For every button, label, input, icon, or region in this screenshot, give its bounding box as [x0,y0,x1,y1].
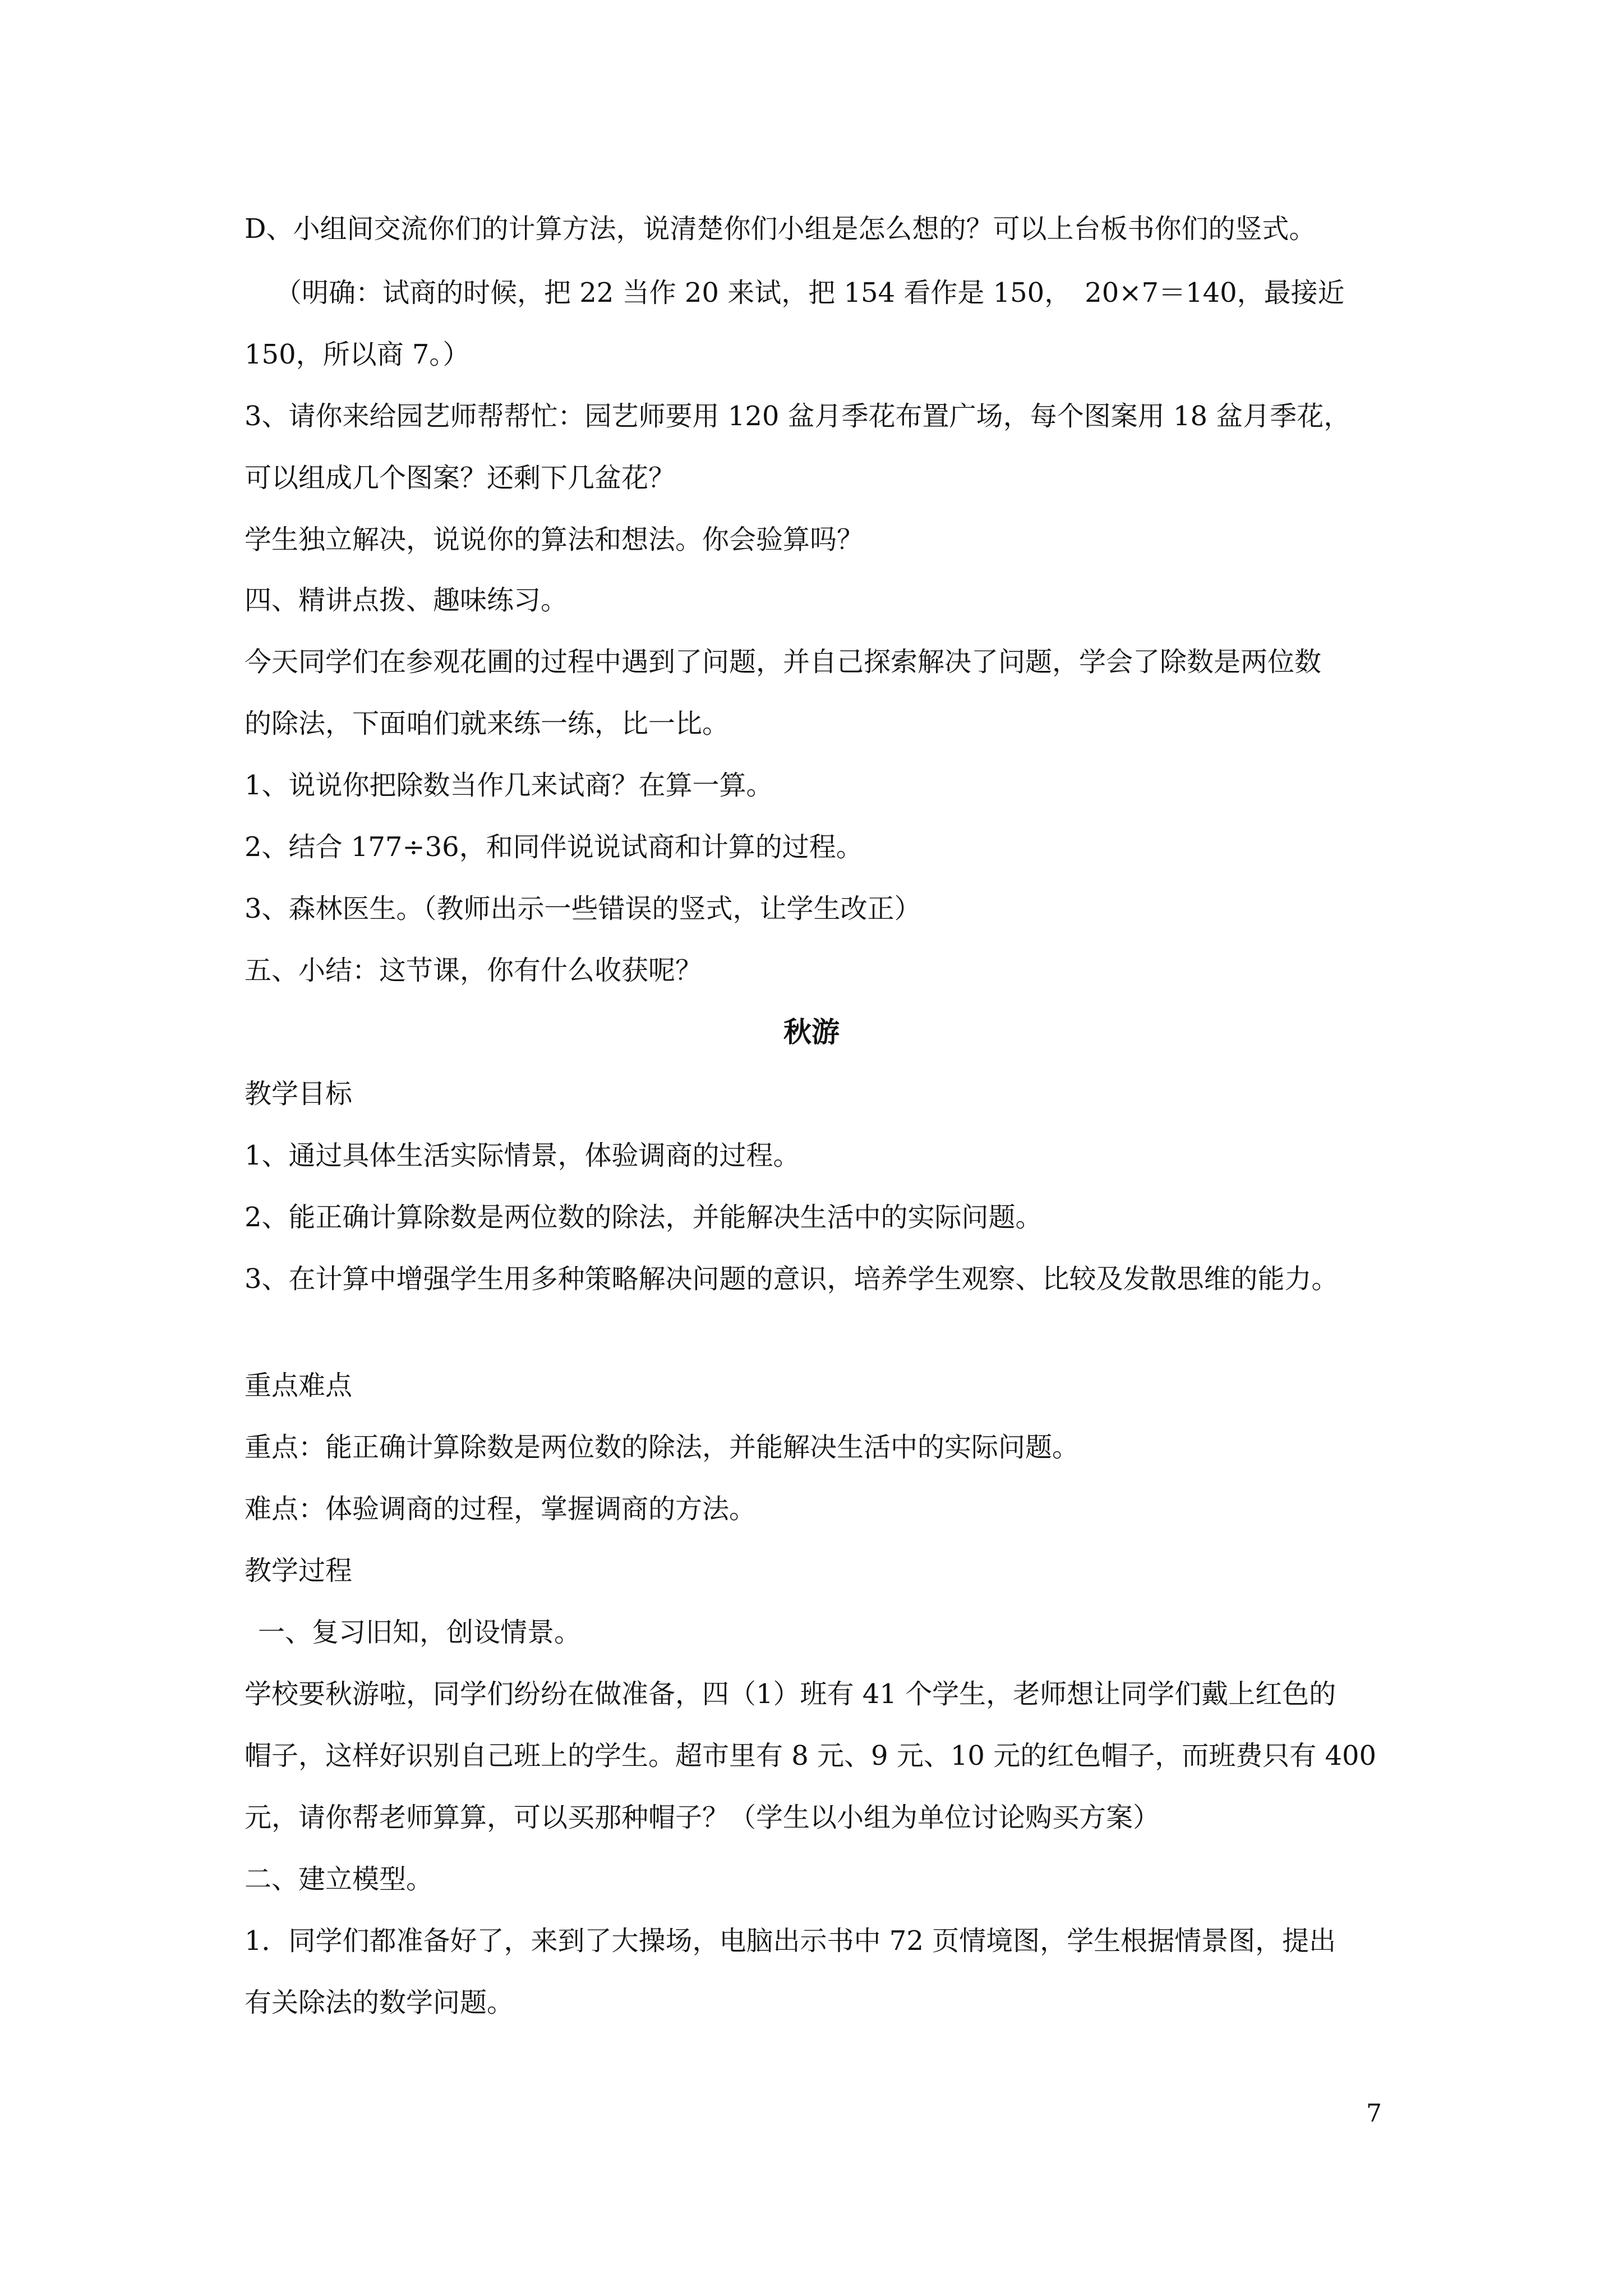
text-line: （明确：试商的时候，把 22 当作 20 来试，把 154 看作是 150， 20×7＝140，最接近 [275,277,1345,309]
text-line: 有关除法的数学问题。 [245,1987,514,2018]
text-line: 的除法，下面咱们就来练一练，比一比。 [245,708,730,739]
text-line: 重点：能正确计算除数是两位数的除法，并能解决生活中的实际问题。 [245,1432,1080,1463]
text-line: 3、请你来给园艺师帮帮忙：园艺师要用 120 盆月季花布置广场，每个图案用 18 盆月季花， [245,401,1351,432]
text-line: 2、能正确计算除数是两位数的除法，并能解决生活中的实际问题。 [245,1202,1043,1233]
text-line: 1、通过具体生活实际情景，体验调商的过程。 [245,1140,800,1171]
text-line: 1、说说你把除数当作几来试商？在算一算。 [245,770,773,801]
text-line: 今天同学们在参观花圃的过程中遇到了问题，并自己探索解决了问题，学会了除数是两位数 [245,646,1322,678]
text-line: 学生独立解决，说说你的算法和想法。你会验算吗？ [245,524,864,555]
section-heading: 二、建立模型。 [245,1864,434,1895]
text-line: 3、在计算中增强学生用多种策略解决问题的意识，培养学生观察、比较及发散思维的能力。 [245,1263,1339,1295]
text-line: 学校要秋游啦，同学们纷纷在做准备，四（1）班有 41 个学生，老师想让同学们戴上红色的 [245,1678,1336,1710]
text-line: 五、小结：这节课，你有什么收获呢？ [245,955,703,986]
section-heading: 重点难点 [245,1370,353,1401]
text-line: 150，所以商 7。） [245,339,470,370]
text-line: 2、结合 177÷36，和同伴说说试商和计算的过程。 [245,831,863,863]
section-heading: 教学过程 [245,1555,353,1586]
text-line: 帽子，这样好识别自己班上的学生。超市里有 8 元、9 元、10 元的红色帽子，而班费只有 400 [245,1740,1377,1772]
page-number: 7 [1366,2099,1382,2128]
text-line: 1．同学们都准备好了，来到了大操场，电脑出示书中 72 页情境图，学生根据情景图，提出 [245,1925,1336,1957]
text-line: 难点：体验调商的过程，掌握调商的方法。 [245,1493,757,1525]
text-line: 3、森林医生。（教师出示一些错误的竖式，让学生改正） [245,893,921,924]
section-heading: 一、复习旧知，创设情景。 [258,1617,582,1648]
lesson-title: 秋游 [783,1015,840,1048]
text-line: D、小组间交流你们的计算方法，说清楚你们小组是怎么想的？可以上台板书你们的竖式。 [245,213,1316,245]
section-heading: 教学目标 [245,1078,353,1110]
section-heading: 四、精讲点拨、趣味练习。 [245,585,568,616]
text-line: 可以组成几个图案？还剩下几盆花？ [245,462,676,494]
text-line: 元，请你帮老师算算，可以买那种帽子？（学生以小组为单位讨论购买方案） [245,1802,1160,1833]
